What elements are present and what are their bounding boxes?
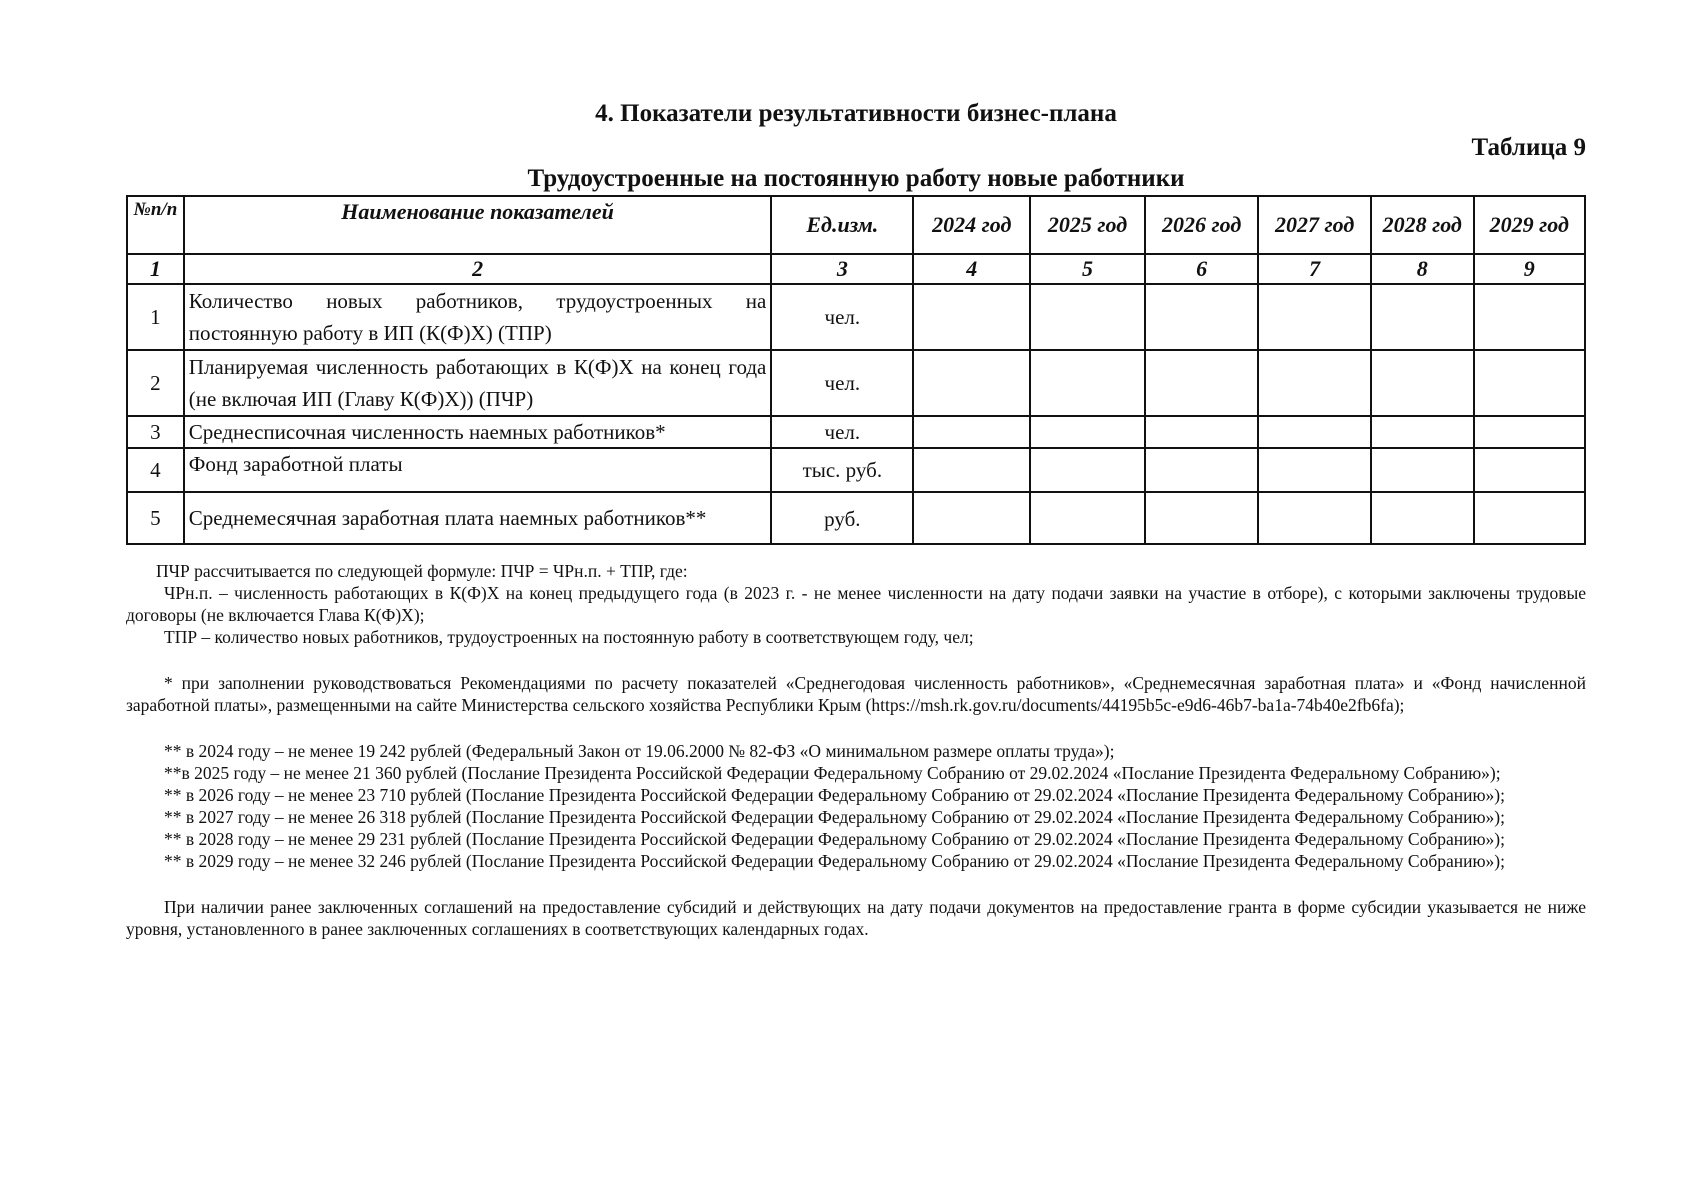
spacer (126, 716, 1586, 740)
indicator-unit: руб. (771, 492, 913, 544)
value-cell-2028[interactable] (1371, 492, 1474, 544)
indicator-name: Количество новых работников, трудоустроенных на постоянную работу в ИП (К(Ф)Х) (ТПР) (184, 284, 772, 350)
value-cell-2025[interactable] (1030, 416, 1145, 448)
value-cell-2025[interactable] (1030, 448, 1145, 492)
header-cell-2025: 2025 год (1030, 196, 1145, 254)
note-2025: **в 2025 году – не менее 21 360 рублей (Послание Президента Российской Федерации Федеральному Собранию от 29.02.2024 «Послание Президента Федеральному Собранию»); (164, 763, 1501, 783)
header-cell-2024: 2024 год (913, 196, 1030, 254)
indicators-table (126, 195, 1586, 545)
column-number: 2 (184, 254, 772, 284)
value-cell-2026[interactable] (1145, 350, 1259, 416)
table-number: Таблица 9 (1471, 134, 1586, 161)
column-number: 1 (127, 254, 184, 284)
header-cell-2026: 2026 год (1145, 196, 1259, 254)
column-numbers-row (127, 254, 1585, 284)
row-number: 3 (127, 416, 184, 448)
column-number: 7 (1258, 254, 1370, 284)
column-number: 6 (1145, 254, 1259, 284)
row-number: 4 (127, 448, 184, 492)
value-cell-2026[interactable] (1145, 492, 1259, 544)
note-2024: ** в 2024 году – не менее 19 242 рублей (Федеральный Закон от 19.06.2000 № 82-ФЗ «О минимальном размере оплаты труда»); (164, 741, 1115, 761)
section-title: 4. Показатели результативности бизнес-плана (595, 100, 1117, 127)
spacer (126, 872, 1586, 896)
value-cell-2027[interactable] (1258, 448, 1370, 492)
value-cell-2028[interactable] (1371, 284, 1474, 350)
value-cell-2028[interactable] (1371, 350, 1474, 416)
value-cell-2029[interactable] (1474, 350, 1585, 416)
value-cell-2029[interactable] (1474, 416, 1585, 448)
note-chrnp: ЧРн.п. – численность работающих в К(Ф)Х на конец предыдущего года (в 2023 г. - не менее численности на дату подачи заявки на участие в отборе), с которыми заключены трудовые договоры (не включается Глава К(Ф)Х); (126, 583, 1586, 625)
document-page (126, 0, 1586, 1200)
note-tpr: ТПР – количество новых работников, трудоустроенных на постоянную работу в соответствующем году, чел; (164, 627, 974, 647)
indicator-unit: тыс. руб. (771, 448, 913, 492)
value-cell-2029[interactable] (1474, 448, 1585, 492)
indicator-name: Среднесписочная численность наемных работников* (184, 416, 772, 448)
row-number: 2 (127, 350, 184, 416)
value-cell-2025[interactable] (1030, 492, 1145, 544)
header-cell-2029: 2029 год (1474, 196, 1585, 254)
value-cell-2025[interactable] (1030, 284, 1145, 350)
footnotes (126, 560, 1586, 940)
value-cell-2024[interactable] (913, 416, 1030, 448)
header-row (127, 196, 1585, 254)
note-2029: ** в 2029 году – не менее 32 246 рублей (Послание Президента Российской Федерации Федеральному Собранию от 29.02.2024 «Послание Президента Федеральному Собранию»); (164, 851, 1505, 871)
value-cell-2028[interactable] (1371, 416, 1474, 448)
value-cell-2026[interactable] (1145, 416, 1259, 448)
column-number: 3 (771, 254, 913, 284)
value-cell-2027[interactable] (1258, 284, 1370, 350)
table-row (127, 448, 1585, 492)
indicator-name: Среднемесячная заработная плата наемных работников** (184, 492, 772, 544)
note-star: * при заполнении руководствоваться Рекомендациями по расчету показателей «Среднегодовая численность работников», «Среднемесячная заработная плата» и «Фонд начисленной заработной платы», размещенными на сайте Министерства сельского хозяйства Республики Крым (https://msh.rk.gov.ru/documents/44195b5c-e9d6-46b7-ba1a-74b40e2fb6fa); (126, 673, 1586, 715)
column-number: 9 (1474, 254, 1585, 284)
note-2027: ** в 2027 году – не менее 26 318 рублей (Послание Президента Российской Федерации Федеральному Собранию от 29.02.2024 «Послание Президента Федеральному Собранию»); (164, 807, 1505, 827)
table-row (127, 492, 1585, 544)
table-row (127, 350, 1585, 416)
spacer (126, 648, 1586, 672)
indicator-unit: чел. (771, 284, 913, 350)
value-cell-2024[interactable] (913, 448, 1030, 492)
column-number: 5 (1030, 254, 1145, 284)
indicator-unit: чел. (771, 416, 913, 448)
value-cell-2029[interactable] (1474, 284, 1585, 350)
value-cell-2028[interactable] (1371, 448, 1474, 492)
value-cell-2026[interactable] (1145, 284, 1259, 350)
note-final: При наличии ранее заключенных соглашений на предоставление субсидий и действующих на дату подачи документов на предоставление гранта в форме субсидии указывается не ниже уровня, установленного в ранее заключенных соглашениях в соответствующих календарных годах. (126, 897, 1586, 939)
note-formula: ПЧР рассчитывается по следующей формуле: ПЧР = ЧРн.п. + ТПР, где: (156, 561, 688, 581)
value-cell-2026[interactable] (1145, 448, 1259, 492)
value-cell-2027[interactable] (1258, 492, 1370, 544)
table-row (127, 416, 1585, 448)
value-cell-2025[interactable] (1030, 350, 1145, 416)
indicator-unit: чел. (771, 350, 913, 416)
value-cell-2024[interactable] (913, 284, 1030, 350)
indicator-name: Фонд заработной платы (184, 448, 772, 492)
indicator-name: Планируемая численность работающих в К(Ф)Х на конец года (не включая ИП (Главу К(Ф)Х)) (ПЧР) (184, 350, 772, 416)
header-cell-unit: Ед.изм. (771, 196, 913, 254)
row-number: 1 (127, 284, 184, 350)
header-cell-2028: 2028 год (1371, 196, 1474, 254)
header-cell-number: №п/п (127, 196, 184, 254)
table-row (127, 284, 1585, 350)
table-title: Трудоустроенные на постоянную работу новые работники (527, 165, 1185, 192)
value-cell-2029[interactable] (1474, 492, 1585, 544)
column-number: 4 (913, 254, 1030, 284)
column-number: 8 (1371, 254, 1474, 284)
value-cell-2027[interactable] (1258, 350, 1370, 416)
header-cell-name: Наименование показателей (184, 196, 772, 254)
value-cell-2024[interactable] (913, 492, 1030, 544)
note-2028: ** в 2028 году – не менее 29 231 рублей (Послание Президента Российской Федерации Федеральному Собранию от 29.02.2024 «Послание Президента Федеральному Собранию»); (164, 829, 1505, 849)
value-cell-2024[interactable] (913, 350, 1030, 416)
note-2026: ** в 2026 году – не менее 23 710 рублей (Послание Президента Российской Федерации Федеральному Собранию от 29.02.2024 «Послание Президента Федеральному Собранию»); (164, 785, 1505, 805)
row-number: 5 (127, 492, 184, 544)
value-cell-2027[interactable] (1258, 416, 1370, 448)
header-cell-2027: 2027 год (1258, 196, 1370, 254)
